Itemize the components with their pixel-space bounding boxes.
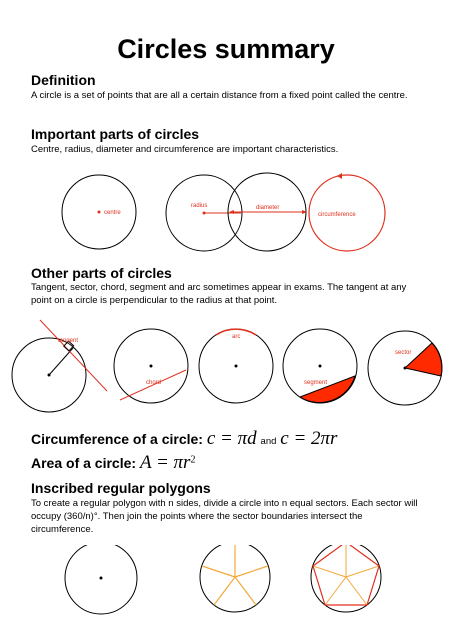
tangent-centre-dot <box>48 374 51 377</box>
circumference-formula-label: Circumference of a circle: <box>31 431 203 447</box>
circumference-label: circumference <box>318 212 356 218</box>
area-formula <box>31 452 195 474</box>
segment-centre-dot <box>319 365 322 368</box>
area-formula-label: Area of a circle: <box>31 455 137 471</box>
centre-dot <box>98 211 101 214</box>
segment-label: segment <box>304 380 328 386</box>
spokes <box>202 545 268 605</box>
definition-text: A circle is a set of points that are all a certain distance from a fixed point called the centre. <box>31 90 408 101</box>
inscribed-text: To create a regular polygon with n sides, divide a circle into n equal sectors. Each sector will occupy (360/n)°. Then join the points where the sector boundaries intersect the circumference. <box>31 498 418 535</box>
area-exponent: 2 <box>190 454 196 466</box>
tangent-radius <box>49 348 73 375</box>
and-word: and <box>260 436 277 447</box>
page-title: Circles summary <box>117 34 335 64</box>
other-parts-text: Tangent, sector, chord, segment and arc sometimes appear in exams. The tangent at any point on a circle is perpendicular to the radius at that point. <box>31 282 407 306</box>
chord-centre-dot <box>150 365 153 368</box>
definition-heading: Definition <box>31 72 96 88</box>
tangent-label: tangent <box>58 338 79 344</box>
inscribed-heading: Inscribed regular polygons <box>31 480 211 496</box>
other-parts-heading: Other parts of circles <box>31 265 172 281</box>
circumference-eq1: c = πd <box>206 428 257 449</box>
chord-label: chord <box>146 380 162 386</box>
pentagon-spokes <box>313 545 379 605</box>
circumference-arrow <box>337 173 342 179</box>
important-parts-heading: Important parts of circles <box>31 126 200 142</box>
sector-fill <box>405 343 442 376</box>
diameter-label: diameter <box>256 205 280 211</box>
circumference-eq2: c = 2πr <box>280 428 338 449</box>
other-parts-figure <box>0 318 452 428</box>
important-parts-figure <box>0 170 452 260</box>
sector-label: sector <box>395 350 412 356</box>
inscribed-figure <box>0 545 452 640</box>
tangent-line <box>40 320 107 391</box>
radius-centre-dot <box>203 212 206 215</box>
important-parts-text: Centre, radius, diameter and circumference are important characteristics. <box>31 144 339 155</box>
sector-centre-dot <box>404 367 407 370</box>
arc-centre-dot <box>235 365 238 368</box>
plain-centre-dot <box>100 577 103 580</box>
radius-label: radius <box>191 203 208 209</box>
area-eq: A = πr <box>139 452 191 473</box>
circumference-formula <box>31 428 337 450</box>
arc-label: arc <box>232 334 241 340</box>
centre-label: centre <box>104 210 121 216</box>
